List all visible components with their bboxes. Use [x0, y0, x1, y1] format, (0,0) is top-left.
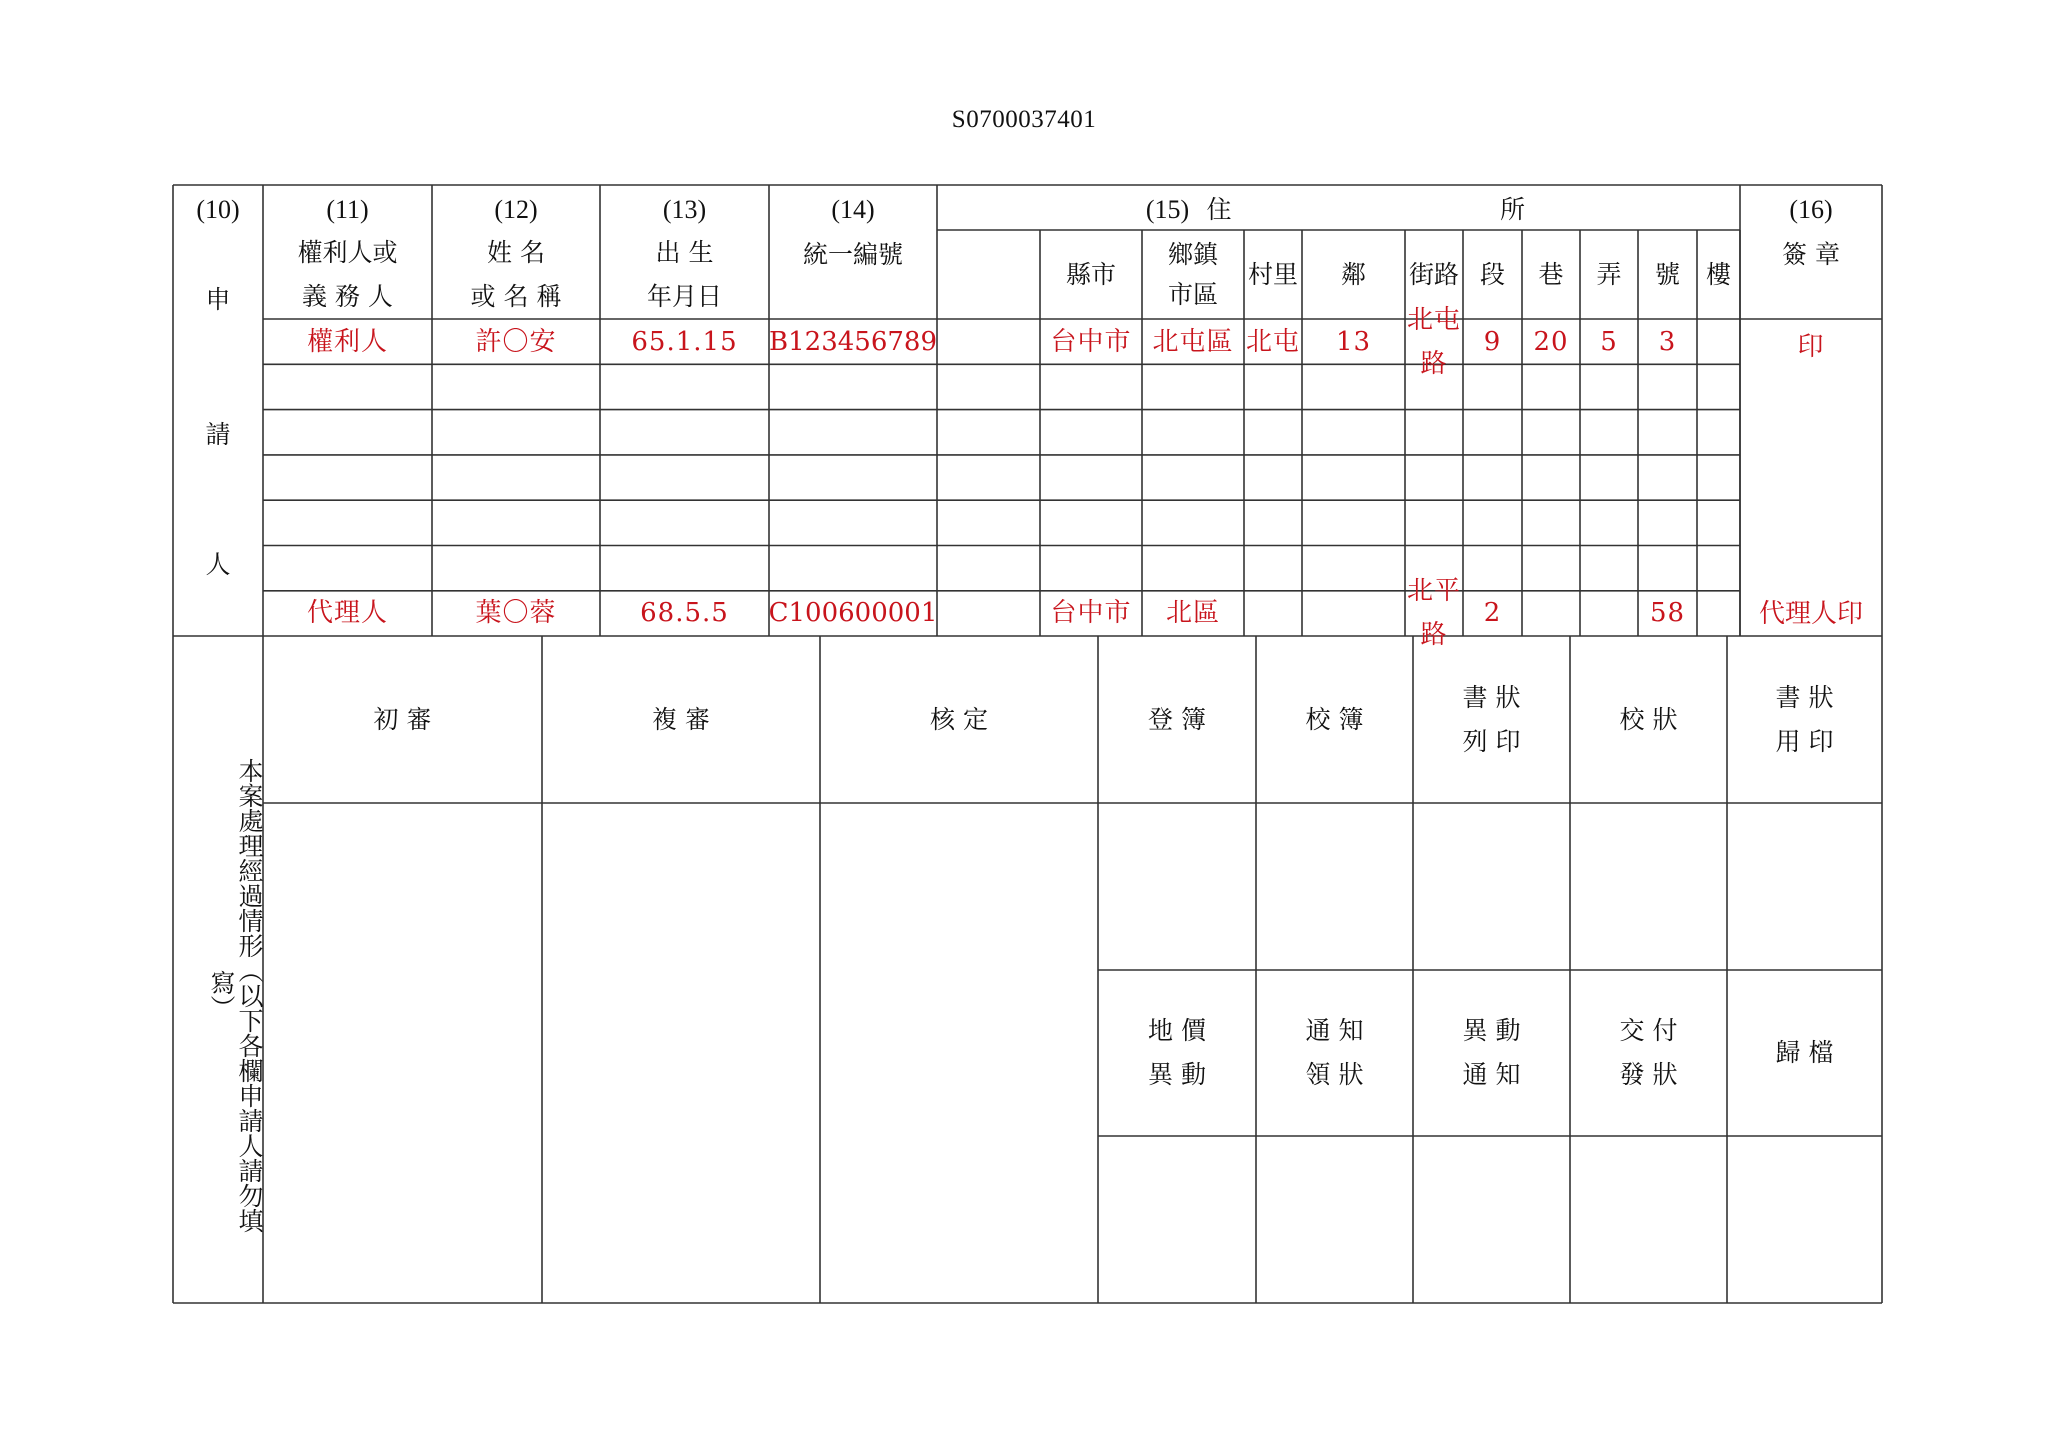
address-subheader-4: 街路 [1408, 259, 1459, 289]
col-10-char-ren: 人 [205, 550, 231, 579]
applicant-address-part-1 [1142, 364, 1244, 409]
applicant-role [263, 546, 432, 591]
applicant-id-number: B123456789 [769, 326, 937, 357]
address-subheader-8: 號 [1654, 259, 1680, 289]
applicant-role [263, 410, 432, 455]
applicant-birth-date [600, 364, 769, 409]
address-subheader-0: 縣市 [1065, 259, 1116, 289]
applicant-id-number [769, 455, 937, 500]
address-subheader-10 [1740, 230, 1882, 319]
applicant-address-part-2 [1244, 591, 1302, 636]
applicant-address-part-1 [1142, 546, 1244, 591]
applicant-name [432, 546, 600, 591]
applicant-name [432, 364, 600, 409]
applicant-name [432, 410, 600, 455]
applicant-address-part-10 [1740, 500, 1882, 545]
applicant-birth-date: 65.1.15 [631, 326, 738, 357]
applicant-address-part-7 [1580, 364, 1638, 409]
col-10-char-qing: 請 [205, 420, 231, 449]
applicant-address-part-8 [1638, 410, 1697, 455]
applicant-address-part-8 [1638, 455, 1697, 500]
applicant-address-part-9 [1697, 591, 1740, 636]
applicant-address-part-8: 58 [1649, 598, 1686, 629]
applicant-address-part-1: 北區 [1165, 598, 1220, 629]
applicant-name [432, 455, 600, 500]
col-15-number: (15) [1145, 195, 1190, 224]
applicant-address-part-8 [1638, 546, 1697, 591]
applicant-address-part-10 [1740, 455, 1882, 500]
applicant-address-part-3 [1302, 364, 1405, 409]
applicant-address-part-9 [1697, 500, 1740, 545]
applicant-seal: 印 [1797, 332, 1825, 362]
applicant-name: 葉〇蓉 [475, 598, 557, 629]
col-13-label: 出 生 年月日 [646, 237, 722, 311]
applicant-address-part-1 [1142, 410, 1244, 455]
process-step-4: 校 簿 [1305, 704, 1364, 734]
applicant-address-part-9 [1697, 364, 1740, 409]
address-subheader-6: 巷 [1538, 259, 1564, 289]
applicant-address-part-1: 北屯區 [1152, 326, 1234, 357]
process-step-5: 書 狀 列 印 [1462, 682, 1521, 756]
applicant-address-part-3 [1302, 500, 1405, 545]
applicant-address-part-7 [1580, 500, 1638, 545]
applicant-address-part-6 [1522, 410, 1580, 455]
applicant-address-part-3 [1302, 546, 1405, 591]
applicant-address-part-7 [1580, 591, 1638, 636]
process-step-3: 登 簿 [1148, 704, 1206, 734]
applicant-address-part-8 [1638, 364, 1697, 409]
applicant-address-part-10 [1740, 410, 1882, 455]
col-16-number: (16) [1789, 195, 1833, 224]
applicant-address-part-6 [1522, 364, 1580, 409]
applicant-address-part-2 [1244, 500, 1302, 545]
applicant-address-part-6 [1522, 500, 1580, 545]
applicant-name [432, 500, 600, 545]
applicant-id-number [769, 410, 937, 455]
process-side-label: 本案處理經過情形（以下各欄申請人請勿填寫） [207, 757, 264, 1233]
applicant-birth-date [600, 546, 769, 591]
applicant-address-part-9 [1697, 546, 1740, 591]
applicant-address-part-10 [1740, 546, 1882, 591]
process-step-2: 核 定 [930, 704, 988, 734]
applicant-address-part-4 [1405, 364, 1463, 409]
applicant-address-part-0 [1040, 455, 1142, 500]
address-subheader-2: 村里 [1247, 259, 1298, 289]
applicant-role [263, 455, 432, 500]
process-step-b-3: 交 付 發 狀 [1619, 1016, 1678, 1089]
applicant-address-part-6 [1522, 591, 1580, 636]
process-step-0: 初 審 [373, 704, 432, 734]
applicant-birth-date [600, 455, 769, 500]
col-12-label: 姓 名 或 名 稱 [470, 237, 562, 311]
col-14-number: (14) [831, 195, 875, 224]
applicant-address-part-7 [1580, 410, 1638, 455]
applicant-address-part-4 [1405, 500, 1463, 545]
applicant-name: 許〇安 [475, 326, 557, 357]
applicant-address-part-8 [1638, 500, 1697, 545]
process-step-6: 校 狀 [1619, 704, 1678, 734]
applicant-id-number [769, 546, 937, 591]
applicant-address-part-7 [1580, 546, 1638, 591]
col-14-label: 統一編號 [802, 240, 903, 269]
document-code: S0700037401 [951, 106, 1097, 133]
col-12-number: (12) [494, 195, 538, 224]
applicant-address-part-0: 台中市 [1050, 598, 1132, 629]
applicant-address-part-5 [1463, 500, 1522, 545]
process-step-b-2: 異 動 通 知 [1462, 1016, 1521, 1089]
applicant-address-part-5: 9 [1483, 326, 1502, 357]
col-15-label-zhu: 住 [1206, 195, 1232, 224]
applicant-address-part-2 [1244, 546, 1302, 591]
applicant-address-part-9 [1697, 319, 1740, 364]
applicant-address-part-0 [1040, 500, 1142, 545]
applicant-address-part-1 [1142, 455, 1244, 500]
col-10-number: (10) [196, 195, 240, 224]
applicant-address-part-2: 北屯 [1245, 326, 1300, 357]
address-subheader-1: 鄉鎮 市區 [1167, 239, 1218, 309]
applicant-address-part-6: 20 [1533, 326, 1569, 357]
address-subheader-7: 弄 [1596, 259, 1622, 289]
applicant-address-part-6 [1522, 546, 1580, 591]
process-step-7: 書 狀 用 印 [1775, 682, 1834, 756]
applicant-address-part-7 [1580, 455, 1638, 500]
applicant-address-part-9 [1697, 410, 1740, 455]
applicant-address-part-0: 台中市 [1050, 326, 1132, 357]
applicant-address-part-5: 2 [1483, 598, 1502, 629]
applicant-address-part-5 [1463, 455, 1522, 500]
col-15-label-suo: 所 [1499, 195, 1525, 224]
applicant-address-part-3: 13 [1335, 326, 1372, 357]
applicant-address-part-2 [1244, 455, 1302, 500]
applicant-address-part-0 [1040, 546, 1142, 591]
col-10-char-shen: 申 [205, 285, 231, 314]
process-step-b-1: 通 知 領 狀 [1305, 1016, 1364, 1089]
process-step-b-4: 歸 檔 [1775, 1038, 1834, 1067]
applicant-role [263, 364, 432, 409]
applicant-address-part-7: 5 [1600, 326, 1618, 357]
applicant-address-part-4: 北屯路 [1406, 304, 1461, 379]
applicant-address-part-5 [1463, 410, 1522, 455]
agent-seal: 代理人印 [1758, 598, 1863, 629]
process-step-1: 複 審 [652, 704, 710, 734]
applicant-birth-date: 68.5.5 [640, 598, 729, 629]
applicant-address-part-5 [1463, 364, 1522, 409]
applicant-address-part-2 [1244, 364, 1302, 409]
applicant-address-part-5 [1463, 546, 1522, 591]
applicant-address-part-4: 北平路 [1406, 576, 1461, 651]
applicant-birth-date [600, 500, 769, 545]
col-13-number: (13) [662, 195, 707, 224]
col-16-label: 簽 章 [1782, 240, 1840, 269]
applicant-address-part-2 [1244, 410, 1302, 455]
address-subheader-5: 段 [1479, 259, 1505, 289]
applicant-address-part-4 [1405, 410, 1463, 455]
applicant-address-part-3 [1302, 455, 1405, 500]
applicant-address-part-0 [1040, 410, 1142, 455]
applicant-address-part-8: 3 [1658, 326, 1677, 357]
applicant-address-part-6 [1522, 455, 1580, 500]
applicant-address-part-0 [1040, 364, 1142, 409]
applicant-birth-date [600, 410, 769, 455]
applicant-address-part-3 [1302, 410, 1405, 455]
applicant-address-part-4 [1405, 455, 1463, 500]
applicant-address-part-3 [1302, 591, 1405, 636]
applicant-id-number [769, 364, 937, 409]
applicant-role: 代理人 [306, 598, 388, 629]
address-subheader-3: 鄰 [1340, 259, 1366, 289]
applicant-role: 權利人 [306, 326, 388, 357]
applicant-address-part-1 [1142, 500, 1244, 545]
col-11-label: 權利人或 義 務 人 [297, 237, 398, 311]
applicant-role [263, 500, 432, 545]
col-11-number: (11) [326, 195, 369, 224]
applicant-id-number [769, 500, 937, 545]
applicant-address-part-9 [1697, 455, 1740, 500]
applicant-id-number: C100600001 [768, 598, 938, 629]
process-step-b-0: 地 價 異 動 [1148, 1016, 1206, 1089]
address-subheader-9: 樓 [1705, 259, 1731, 289]
